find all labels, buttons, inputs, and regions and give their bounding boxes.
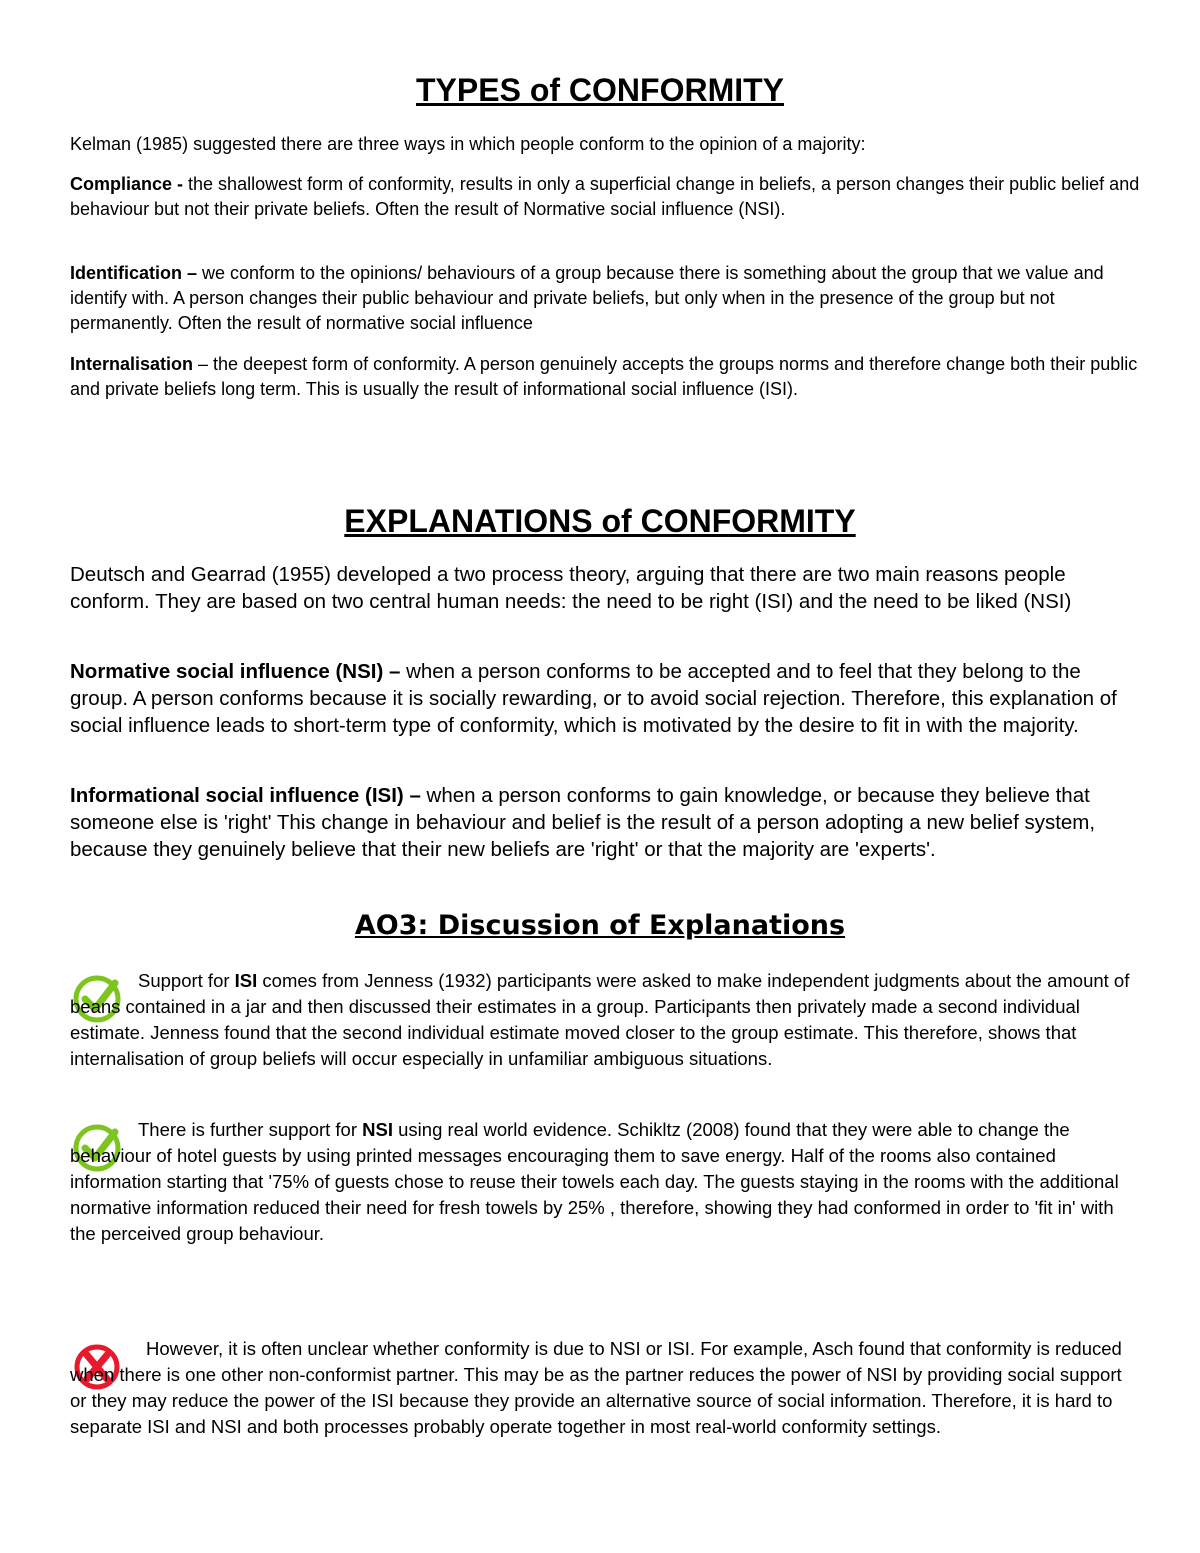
point1-pre: Support for: [138, 970, 235, 991]
ao3-point-1: [70, 968, 1140, 1072]
point2-text: using real world evidence. Schikltz (2008) found that they were able to change the behaviour of hotel guests by using printed messages encouraging them to save energy. Half of the rooms also contained information starting that '75% of guests chose to reuse their towels each day. The guests staying in the rooms with the additional normative information reduced their need for fresh towels by 25% , therefore, showing they had conformed in order to 'fit in' with the perceived group behaviour.: [70, 1119, 1119, 1244]
compliance-term: Compliance -: [70, 174, 189, 194]
point1-bold: ISI: [234, 970, 258, 991]
types-intro: Kelman (1985) suggested there are three ways in which people conform to the opinion of a majority:: [70, 134, 866, 154]
identification-text: we conform to the opinions/ behaviours of a group because there is something about the group that we value and identify with. A person changes their public behaviour and private beliefs, but only when in the presence of the group but not permanently. Often the result of normative social influence: [70, 263, 1104, 333]
identification-term: Identification –: [70, 263, 198, 283]
explanations-intro: Deutsch and Gearrad (1955) developed a two process theory, arguing that there are two main reasons people conform. They are based on two central human needs: the need to be right (ISI) and the need to be liked (NSI): [70, 563, 1072, 613]
ao3-point-3: However, it is often unclear whether conformity is due to NSI or ISI. For example, Asch found that conformity is reduced when there is one other non-conformist partner. This may be as the partner reduces the power of NSI by providing social support or they may reduce the power of the ISI because they provide an alternative source of social information. Therefore, it is hard to separate ISI and NSI and both processes probably operate together in most real-world conformity settings.: [70, 1338, 1122, 1437]
explanations-heading: EXPLANATIONS of CONFORMITY: [344, 503, 856, 539]
internalisation-paragraph: [70, 352, 1140, 402]
compliance-text: the shallowest form of conformity, results in only a superficial change in beliefs, a person changes their public belief and behaviour but not their private beliefs. Often the result of Normative social influence (NSI).: [70, 174, 1140, 219]
nsi-term: Normative social influence (NSI) –: [70, 660, 401, 683]
point1-text: comes from Jenness (1932) participants were asked to make independent judgments about the amount of beans contained in a jar and then discussed their estimates in a group. Participants then privately made a second individual estimate. Jenness found that the second individual estimate moved closer to the group estimate. This therefore, shows that internalisation of group beliefs will occur especially in unfamiliar ambiguous situations.: [70, 970, 1130, 1069]
isi-paragraph: [70, 782, 1140, 863]
isi-term: Informational social influence (ISI) –: [70, 784, 421, 807]
internalisation-text: – the deepest form of conformity. A person genuinely accepts the groups norms and therefore change both their public and private beliefs long term. This is usually the result of informational social influence (ISI).: [70, 354, 1138, 399]
compliance-paragraph: [70, 172, 1140, 222]
types-heading: TYPES of CONFORMITY: [416, 72, 784, 108]
point2-pre: There is further support for: [138, 1119, 363, 1140]
internalisation-term: Internalisation: [70, 354, 194, 374]
nsi-text: when a person conforms to be accepted and to feel that they belong to the group. A person conforms because it is socially rewarding, or to avoid social rejection. Therefore, this explanation of social influence leads to short-term type of conformity, which is motivated by the desire to fit in with the majority.: [70, 660, 1117, 737]
point2-bold: NSI: [362, 1119, 393, 1140]
nsi-paragraph: [70, 658, 1140, 739]
ao3-heading: AO3: Discussion of Explanations: [354, 910, 846, 941]
ao3-point-2: [70, 1117, 1140, 1247]
isi-text: when a person conforms to gain knowledge, or because they believe that someone else is 'right' This change in behaviour and belief is the result of a person adopting a new belief system, because they genuinely believe that their new beliefs are 'right' or that the majority are 'experts'.: [70, 784, 1096, 861]
identification-paragraph: [70, 261, 1140, 336]
